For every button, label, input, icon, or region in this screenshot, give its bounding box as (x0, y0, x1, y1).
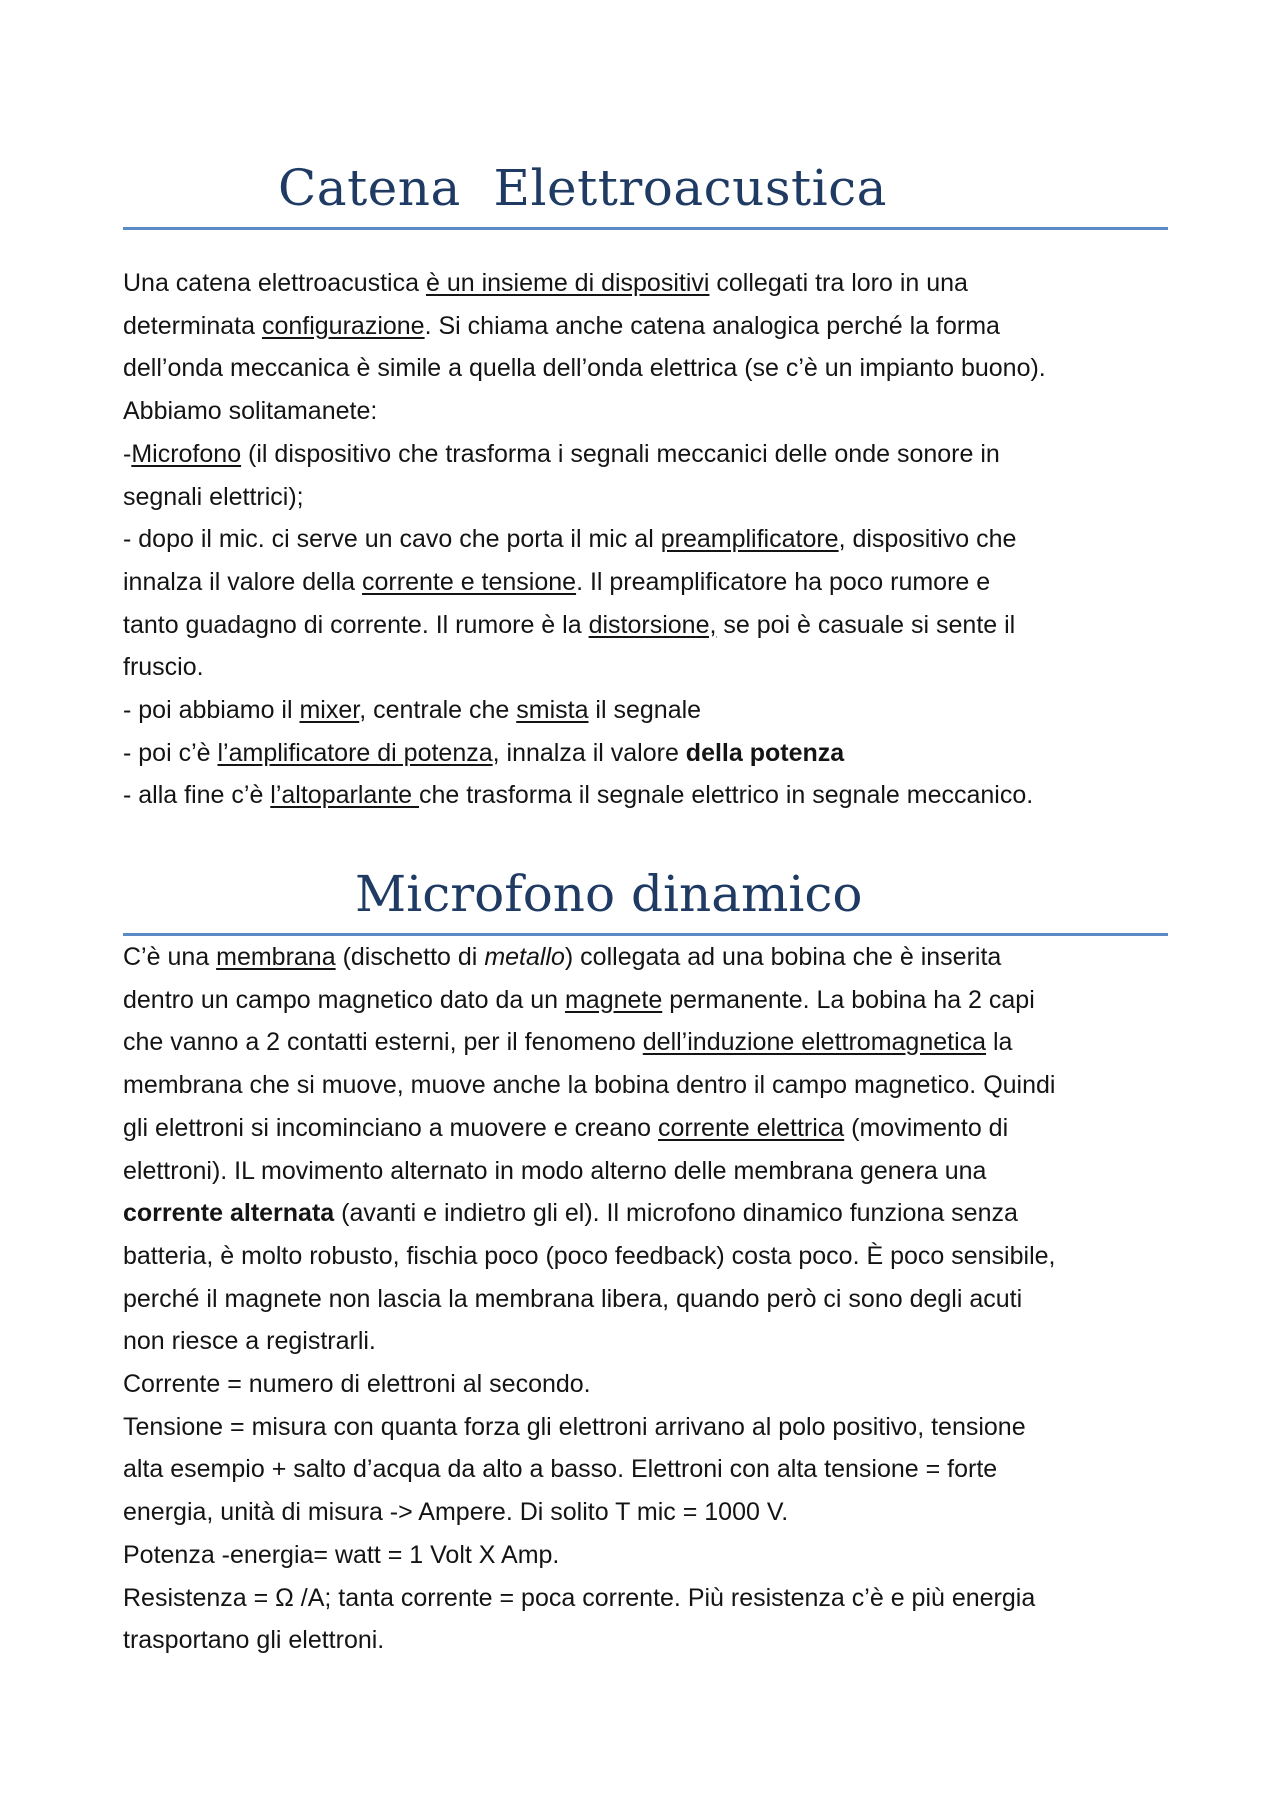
text-run: - (123, 439, 132, 468)
underlined-term: l’amplificatore di potenza (217, 738, 493, 767)
text-run: segnali elettrici); (123, 482, 304, 511)
text-run: - alla fine c’è (123, 781, 271, 810)
text-run: il segnale (588, 696, 702, 725)
text-run: . Il preamplificatore ha poco rumore e (576, 567, 991, 596)
underlined-term: preamplificatore (660, 525, 839, 554)
text-line (123, 936, 1183, 979)
text-run: dentro un campo magnetico dato da un (123, 985, 565, 1014)
text-line (123, 1406, 1183, 1449)
text-line (123, 1320, 1183, 1363)
text-line (123, 1064, 1183, 1107)
text-run: collegati tra loro in una (709, 269, 968, 297)
text-line (123, 476, 1183, 519)
text-run: elettroni). IL movimento alternato in modo alterno delle membrana genera una (123, 1156, 987, 1185)
text-run: energia, unità di misura -> Ampere. Di solito T mic = 1000 V. (123, 1498, 789, 1527)
text-run: la (986, 1028, 1013, 1057)
text-run: fruscio. (123, 653, 204, 682)
section-title-catena-elettroacustica: Catena Elettroacustica (278, 159, 887, 217)
text-run: batteria, è molto robusto, fischia poco (poco feedback) costa poco. È poco sensibile, (123, 1241, 1056, 1270)
text-run: , innalza il valore (492, 738, 686, 767)
text-line (123, 1534, 1183, 1577)
text-run: (il dispositivo che trasforma i segnali meccanici delle onde sonore in (241, 439, 1000, 468)
section-body-microfono (123, 936, 1183, 1662)
text-line (123, 1619, 1183, 1662)
text-line (123, 347, 1183, 390)
text-run: Resistenza = Ω /A; tanta corrente = poca corrente. Più resistenza c’è e più energia (123, 1583, 1036, 1612)
text-run: ) collegata ad una bobina che è inserita (564, 943, 1002, 971)
text-run: che vanno a 2 contatti esterni, per il fenomeno (123, 1028, 643, 1057)
text-line (123, 1363, 1183, 1406)
text-run: non riesce a registrarli. (123, 1327, 376, 1356)
underlined-term: magnete (564, 985, 663, 1014)
underlined-term: distorsione, (588, 610, 717, 639)
bold-term: della potenza (685, 738, 845, 767)
text-line (123, 1021, 1183, 1064)
underlined-term: configurazione (261, 311, 425, 340)
text-run: . Si chiama anche catena analogica perché la forma (424, 311, 1000, 340)
underlined-term: dell’induzione elettromagnetica (642, 1028, 987, 1057)
text-run: se poi è casuale si sente il (716, 610, 1016, 639)
text-line (123, 604, 1183, 647)
text-line (123, 305, 1183, 348)
text-line (123, 262, 1183, 305)
text-line (123, 1235, 1183, 1278)
text-run: Abbiamo solitamanete: (123, 397, 378, 426)
underlined-term: l’altoparlante (270, 781, 420, 810)
text-run: C’è una (123, 943, 217, 971)
text-run: perché il magnete non lascia la membrana libera, quando però ci sono degli acuti (123, 1284, 1023, 1313)
text-line (123, 774, 1183, 817)
italic-term: metallo (484, 943, 565, 971)
text-run: tanto guadagno di corrente. Il rumore è la (123, 610, 589, 639)
text-run: membrana che si muove, muove anche la bobina dentro il campo magnetico. Quindi (123, 1071, 1056, 1100)
text-line (123, 1577, 1183, 1620)
text-line (123, 1448, 1183, 1491)
text-line (123, 518, 1183, 561)
text-run: innalza il valore della (123, 567, 363, 596)
underlined-term: corrente elettrica (658, 1113, 845, 1142)
text-line (123, 1278, 1183, 1321)
text-line (123, 1491, 1183, 1534)
text-line (123, 1150, 1183, 1193)
text-line (123, 732, 1183, 775)
underlined-term: è un insieme di dispositivi (425, 269, 710, 297)
text-line (123, 561, 1183, 604)
text-run: che trasforma il segnale elettrico in segnale meccanico. (419, 781, 1034, 810)
text-line (123, 689, 1183, 732)
text-run: - poi c’è (123, 738, 218, 767)
text-run: Tensione = misura con quanta forza gli elettroni arrivano al polo positivo, tensione (123, 1412, 1026, 1441)
text-run: dell’onda meccanica è simile a quella dell’onda elettrica (se c’è un impianto buono). (123, 354, 1046, 383)
text-line (123, 390, 1183, 433)
text-line (123, 979, 1183, 1022)
text-run: (movimento di (844, 1113, 1009, 1142)
section-title-microfono-dinamico: Microfono dinamico (355, 865, 863, 923)
text-line (123, 433, 1183, 476)
text-run: trasportano gli elettroni. (123, 1626, 385, 1655)
text-run: gli elettroni si incominciano a muovere e creano (123, 1113, 658, 1142)
underlined-term: mixer (299, 696, 360, 725)
text-run: alta esempio + salto d’acqua da alto a basso. Elettroni con alta tensione = forte (123, 1455, 998, 1484)
text-run: Corrente = numero di elettroni al secondo. (123, 1370, 591, 1399)
underlined-term: smista (516, 696, 589, 725)
text-run: (dischetto di (335, 943, 485, 971)
text-run: , centrale che (359, 696, 517, 725)
text-line (123, 1107, 1183, 1150)
text-run: (avanti e indietro gli el). Il microfono dinamico funziona senza (334, 1199, 1018, 1228)
text-run: permanente. La bobina ha 2 capi (662, 985, 1035, 1014)
bold-term: corrente alternata (123, 1199, 335, 1228)
text-run: - poi abbiamo il (123, 696, 300, 725)
text-line (123, 1192, 1183, 1235)
underlined-term: membrana (216, 943, 336, 971)
text-run: Una catena elettroacustica (123, 269, 426, 297)
text-run: Potenza -energia= watt = 1 Volt X Amp. (123, 1540, 560, 1569)
text-run: determinata (123, 311, 262, 340)
text-line (123, 646, 1183, 689)
title-underline-rule (123, 227, 1168, 230)
text-run: , dispositivo che (838, 525, 1017, 554)
underlined-term: Microfono (131, 439, 242, 468)
underlined-term: corrente e tensione (362, 567, 577, 596)
section-body-catena (123, 262, 1183, 817)
text-run: - dopo il mic. ci serve un cavo che porta il mic al (123, 525, 661, 554)
